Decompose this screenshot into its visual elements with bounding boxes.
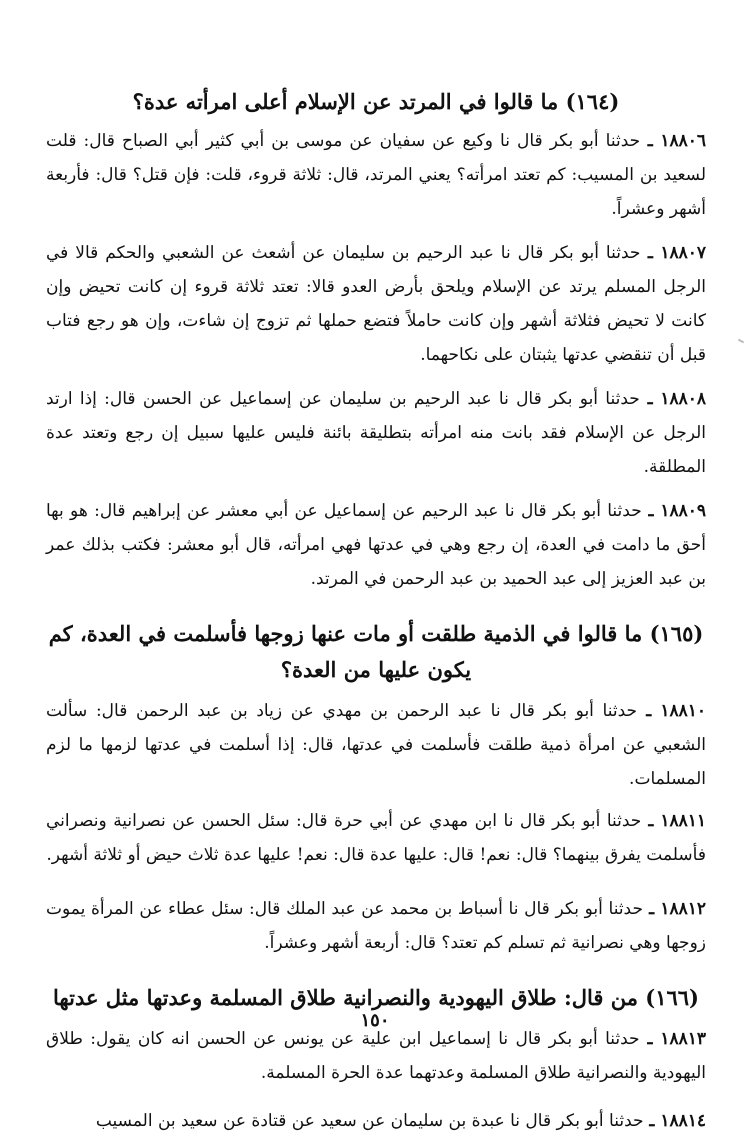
- hadith-paragraph: [46, 892, 706, 960]
- hadith-number: ١٨٨١٤: [660, 1111, 706, 1131]
- hadith-number: ١٨٨٠٦: [660, 131, 706, 151]
- page-number: ١٥٠: [360, 1010, 390, 1031]
- hadith-paragraph: [46, 382, 706, 484]
- hadith-paragraph: [46, 804, 706, 872]
- page-content: [46, 84, 706, 1138]
- hadith-number: ١٨٨٠٩: [660, 501, 706, 521]
- margin-mark: [738, 339, 744, 344]
- hadith-paragraph: [46, 1104, 706, 1138]
- number-separator: ـ: [640, 131, 661, 151]
- hadith-paragraph: [46, 694, 706, 796]
- hadith-paragraph: [46, 1022, 706, 1090]
- hadith-text: حدثنا أبو بكر قال نا عبد الرحيم بن سليمان عن إسماعيل عن الحسن قال: إذا ارتد الرجل عن الإسلام فقد بانت منه امرأته بتطليقة بائنة فليس عليها سبيل إن رجع وتعتد عدة المطلقة.: [46, 389, 706, 477]
- hadith-paragraph: [46, 236, 706, 372]
- number-separator: ـ: [639, 1029, 661, 1049]
- section-heading: (١٦٦) من قال: طلاق اليهودية والنصرانية طلاق المسلمة وعدتها مثل عدتها: [53, 985, 699, 1010]
- number-separator: ـ: [641, 501, 661, 521]
- hadith-text: حدثنا أبو بكر قال نا أسباط بن محمد عن عبد الملك قال: سئل عطاء عن المرأة يموت زوجها وهي نصرانية ثم تسلم كم تعتد؟ قال: أربعة أشهر وعشراً.: [46, 899, 706, 953]
- hadith-number: ١٨٨١٣: [660, 1029, 706, 1049]
- hadith-paragraph: [46, 124, 706, 226]
- hadith-number: ١٨٨١٢: [660, 899, 706, 919]
- number-separator: ـ: [639, 389, 661, 409]
- number-separator: ـ: [637, 701, 661, 721]
- section-heading: (١٦٥) ما قالوا في الذمية طلقت أو مات عنها زوجها فأسلمت في العدة، كم يكون عليها من العدة؟: [48, 621, 704, 682]
- hadith-text: حدثنا أبو بكر قال نا عبدة بن سليمان عن سعيد عن قتادة عن سعيد بن المسيب: [95, 1111, 644, 1131]
- hadith-number: ١٨٨١٠: [660, 701, 706, 721]
- hadith-text: حدثنا أبو بكر قال نا إسماعيل ابن علية عن يونس عن الحسن انه كان يقول: طلاق اليهودية والنصرانية طلاق المسلمة وعدتهما عدة الحرة المسلمة.: [46, 1029, 706, 1083]
- hadith-text: حدثنا أبو بكر قال نا عبد الرحيم بن سليمان عن أشعث عن الشعبي والحكم قالا في الرجل المسلم يرتد عن الإسلام ويلحق بأرض العدو قالا: تعتد ثلاثة قروء إن كانت تحيض وإن كانت لا تحيض فثلاثة أشهر وإن كانت حاملاً فتضع حملها ثم تزوج إن شاءت، وإن هو رجع فتاب قبل أن تنقضي عدتها يثبتان على نكاحهما.: [46, 243, 706, 365]
- hadith-paragraph: [46, 494, 706, 596]
- hadith-text: حدثنا أبو بكر قال نا وكيع عن سفيان عن موسى بن أبي كثير أبي الصباح قال: قلت لسعيد بن المسيب: كم تعتد امرأته؟ يعني المرتد، قال: ثلاثة قروء، قلت: فإن قتل؟ قال: فأربعة أشهر وعشراً.: [46, 131, 706, 219]
- hadith-number: ١٨٨١١: [660, 811, 706, 831]
- hadith-text: حدثنا أبو بكر قال نا عبد الرحيم عن إسماعيل عن أبي معشر عن إبراهيم قال: هو بها أحق ما دامت في العدة، إن رجع وهي في عدتها فهي امرأته، قال أبو معشر: فكتب بذلك عمر بن عبد العزيز إلى عبد الحميد بن عبد الرحمن في المرتد.: [46, 501, 706, 589]
- number-separator: ـ: [640, 243, 661, 263]
- hadith-number: ١٨٨٠٧: [660, 243, 706, 263]
- number-separator: ـ: [642, 899, 661, 919]
- number-separator: ـ: [641, 811, 661, 831]
- number-separator: ـ: [643, 1111, 661, 1131]
- hadith-text: حدثنا أبو بكر قال نا عبد الرحمن بن مهدي عن زياد بن عبد الرحمن قال: سألت الشعبي عن امرأة ذمية طلقت فأسلمت في عدتها، قال: إذا أسلمت في عدتها لزمها ما لزم المسلمات.: [46, 701, 706, 789]
- hadith-number: ١٨٨٠٨: [660, 389, 706, 409]
- section-heading: (١٦٤) ما قالوا في المرتد عن الإسلام أعلى امرأته عدة؟: [132, 89, 620, 114]
- hadith-text: حدثنا أبو بكر قال نا ابن مهدي عن أبي حرة قال: سئل الحسن عن نصرانية ونصراني فأسلمت يفرق بينهما؟ قال: نعم! قال: عليها عدة قال: نعم! عليها عدة ثلاث حيض أو ثلاثة أشهر.: [46, 811, 706, 865]
